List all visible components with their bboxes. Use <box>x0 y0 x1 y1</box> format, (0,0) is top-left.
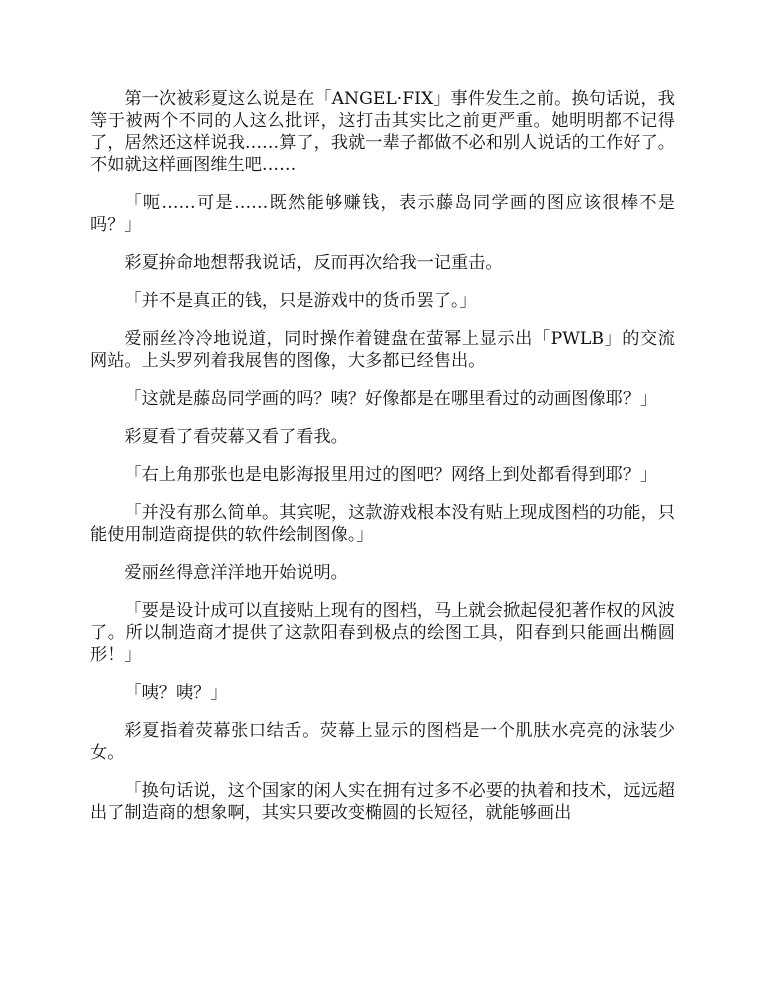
paragraph-3: 彩夏拚命地想帮我说话，反而再次给我一记重击。 <box>124 253 503 273</box>
paragraph-9: 「并没有那么简单。其宾呢，这款游戏根本没有贴上现成图档的功能，只能使用制造商提供的软件绘制图像。」 <box>90 503 675 545</box>
paragraph-5: 爱丽丝冷冷地说道，同时操作着键盘在萤幂上显示出「PWLB」的交流网站。上头罗列着我展售的图像，大多都已经售出。 <box>90 329 675 371</box>
paragraph-12: 「咦？咦？」 <box>124 683 228 703</box>
paragraph-4: 「并不是真正的钱，只是游戏中的货币罢了。」 <box>124 291 477 311</box>
paragraph-7: 彩夏看了看荧幕又看了看我。 <box>124 427 348 447</box>
paragraph-1: 第一次被彩夏这么说是在「ANGEL·FIX」事件发生之前。换句话说，我等于被两个不同的人这么批评，这打击其实比之前更严重。她明明都不记得了，居然还这样说我……算了，我就一辈子都做不必和别人说话的工作好了。不如就这样画图维生吧…… <box>90 89 675 175</box>
paragraph-2: 「呃……可是……既然能够赚钱，表示藤岛同学画的图应该很棒不是吗？」 <box>90 193 675 235</box>
paragraph-6: 「这就是藤岛同学画的吗？咦？好像都是在哪里看过的动画图像耶？」 <box>124 389 658 409</box>
document-page <box>90 88 675 978</box>
paragraph-11: 「要是设计成可以直接贴上现有的图档，马上就会掀起侵犯著作权的风波了。所以制造商才提供了这款阳春到极点的绘图工具，阳春到只能画出椭圆形！」 <box>90 601 675 665</box>
paragraph-14: 「换句话说，这个国家的闲人实在拥有过多不必要的执着和技术，远远超出了制造商的想象啊，其实只要改变椭圆的长短径，就能够画出 <box>90 781 675 823</box>
paragraph-10: 爱丽丝得意洋洋地开始说明。 <box>124 563 348 583</box>
paragraph-13: 彩夏指着荧幕张口结舌。荧幕上显示的图档是一个肌肤水亮亮的泳装少女。 <box>90 721 675 763</box>
paragraph-8: 「右上角那张也是电影海报里用过的图吧？网络上到处都看得到耶？」 <box>124 465 658 485</box>
